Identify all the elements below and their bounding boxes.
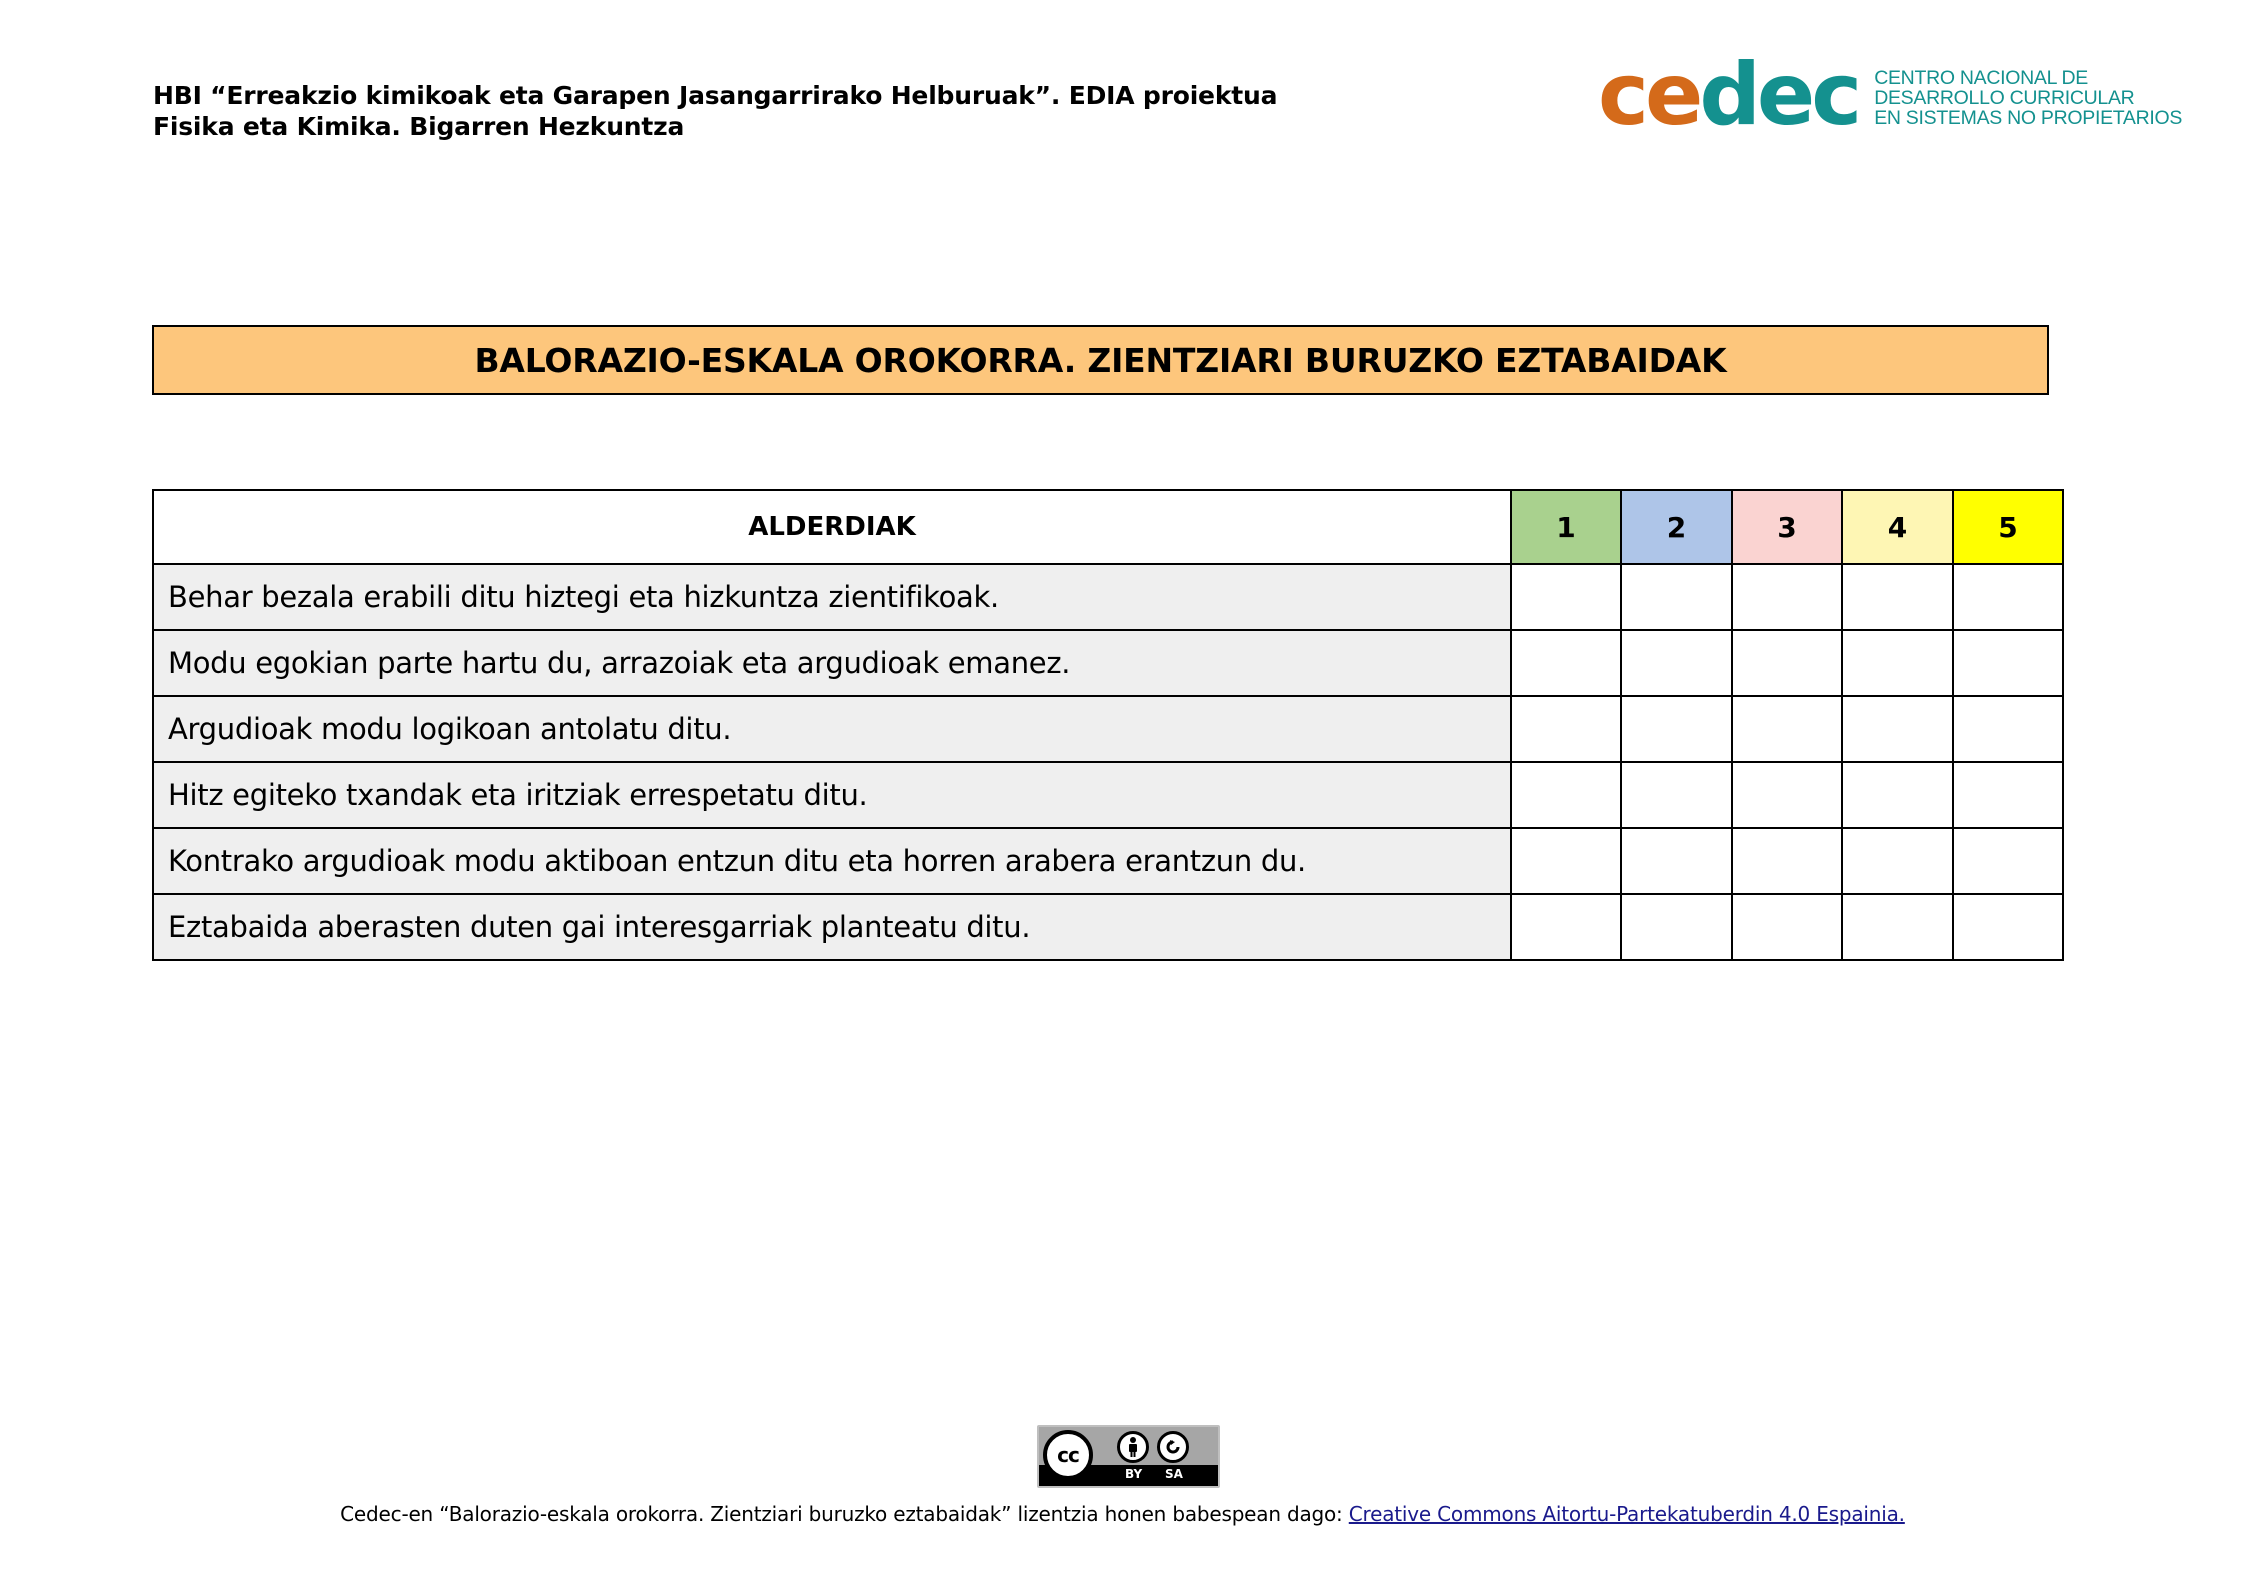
table-row bbox=[153, 564, 2063, 630]
level-header-1: 1 bbox=[1511, 490, 1621, 564]
logo-sub-line-3: EN SISTEMAS NO PROPIETARIOS bbox=[1874, 107, 2183, 129]
rating-cell-1[interactable] bbox=[1511, 564, 1621, 630]
by-label: BY bbox=[1125, 1467, 1143, 1481]
rating-cell-2[interactable] bbox=[1621, 564, 1732, 630]
license-link[interactable]: Creative Commons Aitortu-Partekatuberdin 4.0 Espainia. bbox=[1348, 1502, 1905, 1526]
rating-cell-1[interactable] bbox=[1511, 762, 1621, 828]
level-header-3: 3 bbox=[1732, 490, 1842, 564]
logo-word-teal: dec bbox=[1699, 45, 1859, 145]
document-header bbox=[153, 80, 1277, 142]
rating-cell-3[interactable] bbox=[1732, 630, 1842, 696]
header-line-project: HBI “Erreakzio kimikoak eta Garapen Jasangarrirako Helburuak”. EDIA proiektua bbox=[153, 81, 1278, 110]
aspect-label: Behar bezala erabili ditu hiztegi eta hizkuntza zientifikoak. bbox=[153, 564, 1511, 630]
logo-sub-line-2: DESARROLLO CURRICULAR bbox=[1874, 87, 2135, 109]
rating-cell-4[interactable] bbox=[1842, 762, 1953, 828]
rating-cell-5[interactable] bbox=[1953, 894, 2063, 960]
rating-cell-1[interactable] bbox=[1511, 696, 1621, 762]
rating-cell-2[interactable] bbox=[1621, 894, 1732, 960]
sa-label: SA bbox=[1165, 1467, 1183, 1481]
rating-cell-5[interactable] bbox=[1953, 630, 2063, 696]
table-header-row bbox=[153, 490, 2063, 564]
cedec-logo-subtitle bbox=[1874, 62, 2182, 128]
table-row bbox=[153, 894, 2063, 960]
table-row bbox=[153, 630, 2063, 696]
rating-cell-3[interactable] bbox=[1732, 894, 1842, 960]
share-alike-icon bbox=[1157, 1431, 1189, 1463]
rating-scale-table bbox=[152, 489, 2064, 961]
rating-cell-4[interactable] bbox=[1842, 564, 1953, 630]
aspect-label: Eztabaida aberasten duten gai interesgarriak planteatu ditu. bbox=[153, 894, 1511, 960]
rating-cell-4[interactable] bbox=[1842, 696, 1953, 762]
aspect-label: Kontrako argudioak modu aktiboan entzun ditu eta horren arabera erantzun du. bbox=[153, 828, 1511, 894]
attribution-icon bbox=[1117, 1431, 1149, 1463]
table-row bbox=[153, 696, 2063, 762]
rating-cell-5[interactable] bbox=[1953, 696, 2063, 762]
rating-cell-5[interactable] bbox=[1953, 828, 2063, 894]
aspect-label: Modu egokian parte hartu du, arrazoiak eta argudioak emanez. bbox=[153, 630, 1511, 696]
header-line-subject: Fisika eta Kimika. Bigarren Hezkuntza bbox=[153, 112, 685, 141]
cedec-logo-word bbox=[1598, 45, 1859, 145]
aspects-header: ALDERDIAK bbox=[153, 490, 1511, 564]
table-row bbox=[153, 762, 2063, 828]
rating-cell-5[interactable] bbox=[1953, 564, 2063, 630]
rating-cell-3[interactable] bbox=[1732, 564, 1842, 630]
table-row bbox=[153, 828, 2063, 894]
cc-license-badge[interactable] bbox=[1037, 1425, 1220, 1488]
rating-cell-1[interactable] bbox=[1511, 630, 1621, 696]
rating-cell-5[interactable] bbox=[1953, 762, 2063, 828]
level-header-2: 2 bbox=[1621, 490, 1732, 564]
rating-cell-2[interactable] bbox=[1621, 828, 1732, 894]
rating-cell-1[interactable] bbox=[1511, 828, 1621, 894]
cedec-logo bbox=[1598, 45, 2183, 145]
logo-sub-line-1: CENTRO NACIONAL DE bbox=[1874, 67, 2089, 89]
rating-cell-2[interactable] bbox=[1621, 630, 1732, 696]
license-footer bbox=[0, 1502, 2245, 1526]
rating-cell-3[interactable] bbox=[1732, 696, 1842, 762]
rating-cell-4[interactable] bbox=[1842, 630, 1953, 696]
rating-cell-3[interactable] bbox=[1732, 762, 1842, 828]
level-header-5: 5 bbox=[1953, 490, 2063, 564]
rating-cell-4[interactable] bbox=[1842, 894, 1953, 960]
rating-cell-3[interactable] bbox=[1732, 828, 1842, 894]
logo-word-orange: ce bbox=[1598, 45, 1700, 145]
rating-cell-2[interactable] bbox=[1621, 696, 1732, 762]
rating-cell-2[interactable] bbox=[1621, 762, 1732, 828]
aspect-label: Argudioak modu logikoan antolatu ditu. bbox=[153, 696, 1511, 762]
aspect-label: Hitz egiteko txandak eta iritziak errespetatu ditu. bbox=[153, 762, 1511, 828]
rating-cell-1[interactable] bbox=[1511, 894, 1621, 960]
page-title: BALORAZIO-ESKALA OROKORRA. ZIENTZIARI BURUZKO EZTABAIDAK bbox=[152, 325, 2049, 395]
level-header-4: 4 bbox=[1842, 490, 1953, 564]
rating-cell-4[interactable] bbox=[1842, 828, 1953, 894]
cc-icon: cc bbox=[1043, 1430, 1093, 1480]
license-text: Cedec-en “Balorazio-eskala orokorra. Zientziari buruzko eztabaidak” lizentzia honen babespean dago: bbox=[340, 1502, 1349, 1526]
